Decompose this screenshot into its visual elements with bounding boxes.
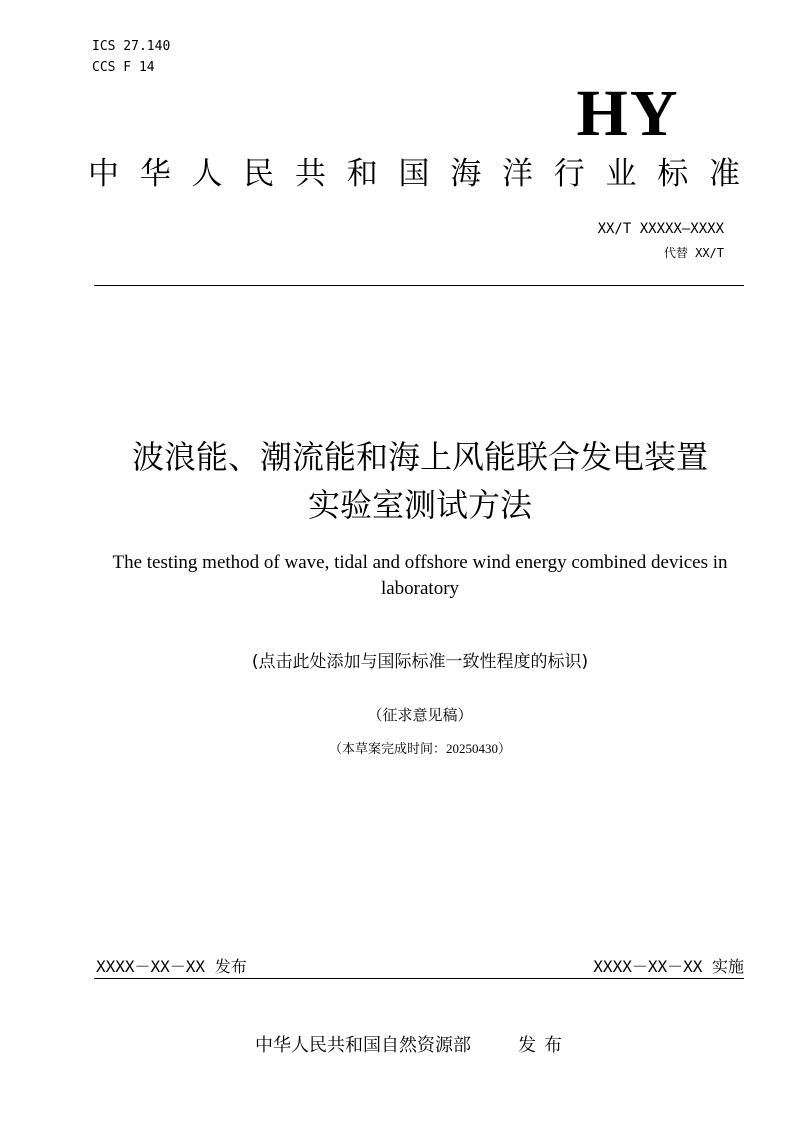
standard-category-title — [88, 154, 740, 194]
draft-type: （征求意见稿） — [367, 708, 473, 724]
document-title-cn-line-1: 波浪能、潮流能和海上风能联合发电装置 — [131, 438, 708, 476]
consistency-note[interactable]: (点击此处添加与国际标准一致性程度的标识) — [251, 652, 589, 672]
issuing-authority: 中华人民共和国自然资源部 — [255, 1035, 471, 1056]
replaces-standard: 代替 XX/T — [663, 246, 724, 260]
standard-title-char: 和 — [346, 156, 378, 192]
standard-title-char: 民 — [243, 156, 275, 192]
document-title-cn-line-2: 实验室测试方法 — [307, 486, 532, 524]
standard-title-char: 共 — [295, 156, 326, 192]
header-divider — [94, 285, 744, 286]
standard-title-char: 准 — [709, 156, 740, 192]
standard-title-char: 国 — [398, 156, 430, 192]
standard-title-char: 人 — [191, 156, 223, 192]
document-title-en-line-2: laboratory — [380, 578, 460, 599]
standard-title-char: 行 — [553, 156, 585, 192]
implement-date: XXXX－XX－XX 实施 — [593, 957, 744, 976]
standard-title-char: 海 — [450, 156, 482, 192]
standard-number: XX/T XXXXX—XXXX — [597, 221, 724, 237]
footer-divider — [94, 978, 744, 979]
release-date: XXXX－XX－XX 发布 — [96, 957, 247, 976]
standard-title-char: 华 — [139, 156, 171, 192]
ccs-code: CCS F 14 — [92, 60, 155, 75]
standard-title-char: 业 — [605, 156, 637, 192]
draft-date-note: （本草案完成时间：20250430） — [328, 741, 511, 756]
issue-label: 发布 — [518, 1035, 570, 1056]
document-title-en-line-1: The testing method of wave, tidal and offshore wind energy combined devices in — [112, 552, 728, 573]
standard-title-char: 洋 — [502, 156, 533, 192]
standard-title-char: 中 — [88, 156, 119, 192]
standard-title-char: 标 — [657, 156, 689, 192]
hy-logo: HY — [576, 77, 680, 150]
ics-code: ICS 27.140 — [92, 39, 171, 54]
